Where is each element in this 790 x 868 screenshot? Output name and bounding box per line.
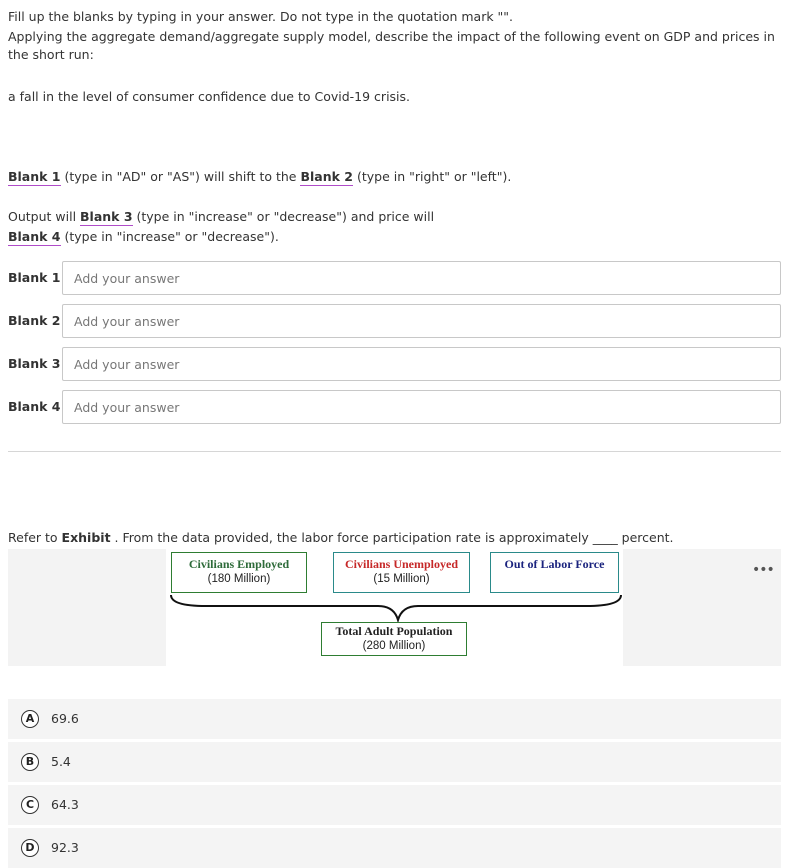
unemployed-title: Civilians Unemployed	[344, 557, 458, 571]
instructions-line: Fill up the blanks by typing in your answer. Do not type in the quotation mark "".	[8, 9, 514, 24]
choice-value: 92.3	[51, 840, 79, 855]
blank-2-label: Blank 2	[8, 313, 61, 328]
question-divider	[8, 451, 781, 452]
exhibit-reference: Exhibit	[61, 530, 111, 545]
choice-letter-badge: A	[21, 710, 39, 728]
blank-4-label: Blank 4	[8, 399, 61, 414]
choice-value: 64.3	[51, 797, 79, 812]
blank-3-input[interactable]	[62, 347, 781, 381]
choice-d[interactable]	[8, 828, 781, 868]
choice-letter-badge: C	[21, 796, 39, 814]
total-population-title: Total Adult Population	[335, 624, 453, 638]
sentence-text: (type in "right" or "left").	[352, 169, 512, 184]
blank-4-input[interactable]	[62, 390, 781, 424]
choice-b[interactable]	[8, 742, 781, 782]
event-description: a fall in the level of consumer confidence due to Covid-19 crisis.	[8, 89, 411, 104]
employed-count: (180 Million)	[207, 573, 271, 585]
choice-value: 5.4	[51, 754, 71, 769]
unemployed-count: (15 Million)	[373, 573, 430, 585]
choice-a[interactable]	[8, 699, 781, 739]
sentence-text: (type in "increase" or "decrease").	[60, 229, 279, 244]
prompt-text: Refer to	[8, 530, 62, 545]
prompt-text: . From the data provided, the labor force participation rate is approximately ____ percent.	[110, 530, 674, 545]
exhibit-box-out-of-labor-force	[490, 552, 619, 593]
choice-value: 69.6	[51, 711, 79, 726]
choice-letter-badge: D	[21, 839, 39, 857]
blank-1-label: Blank 1	[8, 270, 61, 285]
blank-1-input[interactable]	[62, 261, 781, 295]
brace-icon	[166, 590, 626, 626]
blank-3-label: Blank 3	[8, 356, 61, 371]
more-horizontal-icon[interactable]: •••	[752, 562, 774, 578]
choice-c[interactable]	[8, 785, 781, 825]
exhibit-box-total-population	[321, 622, 467, 656]
out-of-labor-force-title: Out of Labor Force	[504, 557, 605, 571]
blank-1-reference: Blank 1	[8, 169, 61, 184]
exhibit-background-left	[8, 549, 166, 666]
employed-title: Civilians Employed	[188, 557, 290, 571]
choice-letter-badge: B	[21, 753, 39, 771]
exhibit-box-employed	[171, 552, 307, 593]
blank-3-reference: Blank 3	[80, 209, 133, 224]
sentence-blank-3	[8, 208, 434, 226]
sentence-text: (type in "AD" or "AS") will shift to the	[60, 169, 301, 184]
blank-4-reference: Blank 4	[8, 229, 61, 244]
exhibit-box-unemployed	[333, 552, 470, 593]
sentence-text: (type in "increase" or "decrease") and price will	[132, 209, 435, 224]
blank-2-input[interactable]	[62, 304, 781, 338]
sentence-blank-4	[8, 228, 279, 246]
sentence-text: Output will	[8, 209, 81, 224]
question-prompt: Applying the aggregate demand/aggregate supply model, describe the impact of the following event on GDP and prices in the short run:	[8, 29, 775, 62]
blank-2-reference: Blank 2	[300, 169, 353, 184]
total-population-count: (280 Million)	[362, 640, 426, 652]
question-2-prompt	[8, 529, 674, 547]
sentence-blank-1-2	[8, 168, 511, 186]
